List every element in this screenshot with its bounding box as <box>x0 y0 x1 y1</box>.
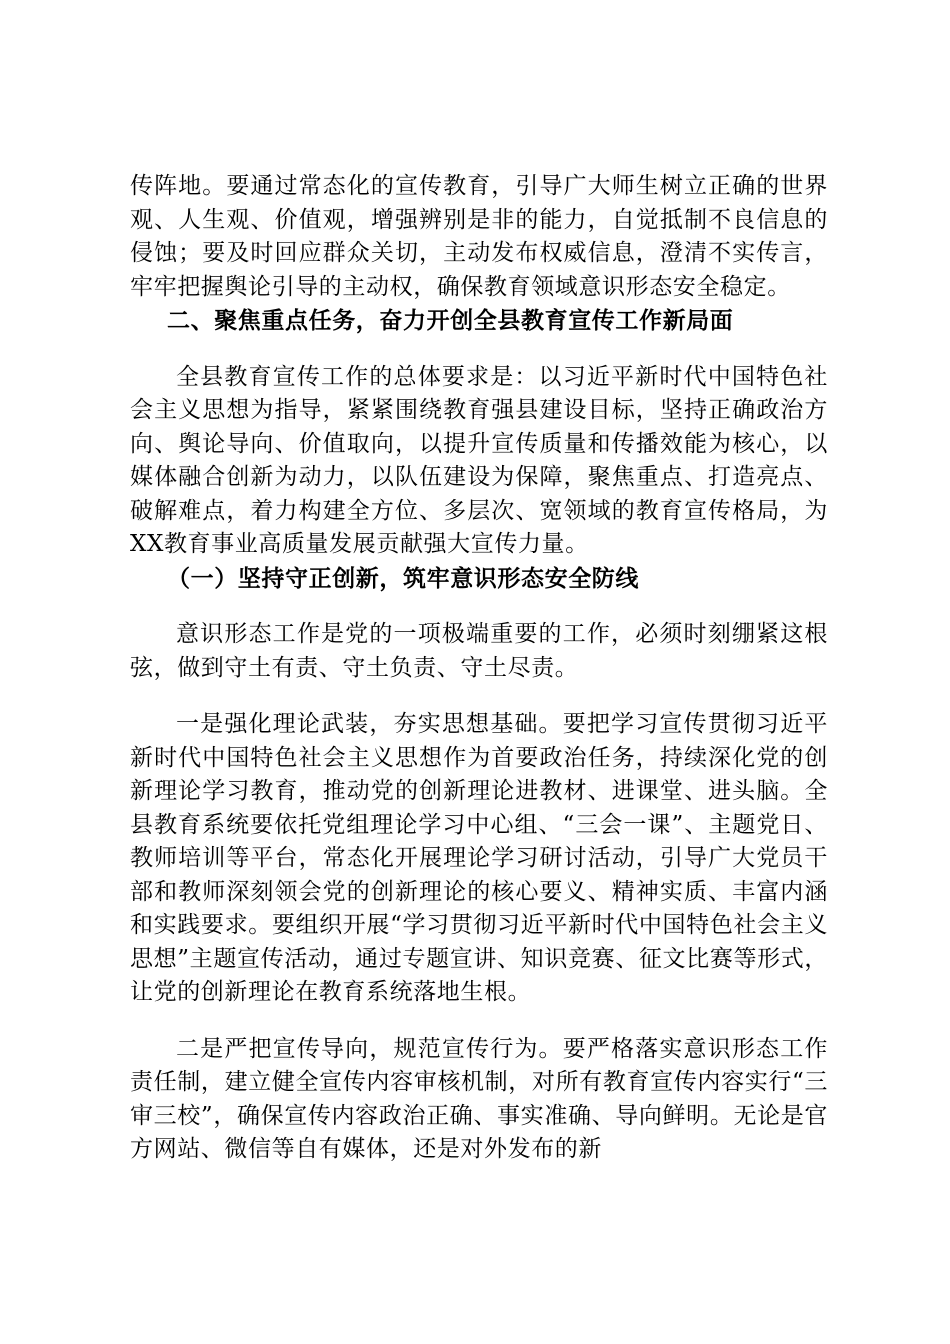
document-body <box>130 170 828 1167</box>
paragraph-continuation: 传阵地。要通过常态化的宣传教育，引导广大师生树立正确的世界观、人生观、价值观，增强辨别是非的能力，自觉抵制不良信息的侵蚀；要及时回应群众关切，主动发布权威信息，澄清不实传言，牢牢把握舆论引导的主动权，确保教育领域意识形态安全稳定。 <box>130 173 828 300</box>
paragraph-point-two: 二是严把宣传导向，规范宣传行为。要严格落实意识形态工作责任制，建立健全宣传内容审核机制，对所有教育宣传内容实行“三审三校”，确保宣传内容政治正确、事实准确、导向鲜明。无论是官方网站、微信等自有媒体，还是对外发布的新 <box>130 1035 828 1162</box>
subsection-heading-1: （一）坚持守正创新，筑牢意识形态安全防线 <box>167 564 639 592</box>
paragraph-point-one: 一是强化理论武装，夯实思想基础。要把学习宣传贯彻习近平新时代中国特色社会主义思想作为首要政治任务，持续深化党的创新理论学习教育，推动党的创新理论进教材、进课堂、进头脑。全县教育系统要依托党组理论学习中心组、“三会一课”、主题党日、教师培训等平台，常态化开展理论学习研讨活动，引导广大党员干部和教师深刻领会党的创新理论的核心要义、精神实质、丰富内涵和实践要求。要组织开展“学习贯彻习近平新时代中国特色社会主义思想”主题宣传活动，通过专题宣讲、知识竞赛、征文比赛等形式，让党的创新理论在教育系统落地生根。 <box>130 711 828 1005</box>
paragraph-ideology-intro: 意识形态工作是党的一项极端重要的工作，必须时刻绷紧这根弦，做到守土有责、守土负责、守土尽责。 <box>130 621 828 681</box>
paragraph-general-requirements: 全县教育宣传工作的总体要求是：以习近平新时代中国特色社会主义思想为指导，紧紧围绕教育强县建设目标，坚持正确政治方向、舆论导向、价值取向，以提升宣传质量和传播效能为核心，以媒体融合创新为动力，以队伍建设为保障，聚焦重点、打造亮点、破解难点，着力构建全方位、多层次、宽领域的教育宣传格局，为XX教育事业高质量发展贡献强大宣传力量。 <box>130 363 828 557</box>
section-heading-2: 二、聚焦重点任务，奋力开创全县教育宣传工作新局面 <box>167 307 734 334</box>
